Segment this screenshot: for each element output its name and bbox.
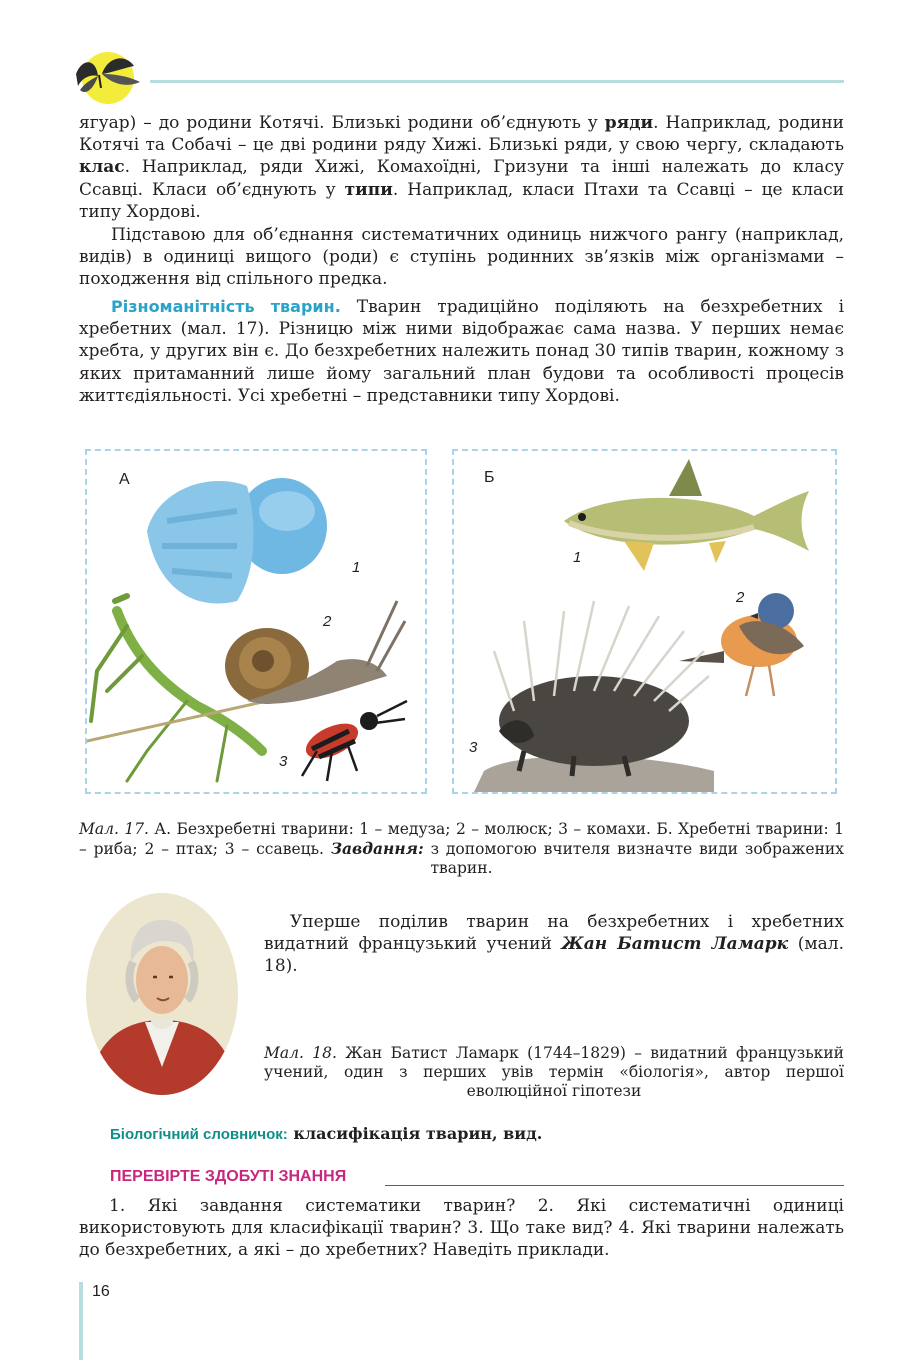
glossary-line: Біологічний словничок: класифікація тварин, вид. bbox=[110, 1124, 543, 1143]
fish-icon bbox=[564, 459, 809, 571]
figure-panel-invertebrates bbox=[85, 449, 427, 794]
page-margin-bar bbox=[79, 1282, 83, 1360]
label-jellyfish: 1 bbox=[352, 559, 361, 576]
bird-icon bbox=[679, 593, 804, 696]
snail-icon bbox=[225, 601, 405, 704]
paragraph-ranks: ягуар) – до родини Котячі. Близькі родини об’єднують у ряди. Наприклад, родини Котячі та Собачі – це дві родини ряду Хижі. Близькі ряди, у свою чергу, складають клас. Наприклад, ряди Хижі, Комахоїдні, Гризуни та інші належать до класу Ссавці. Класи об’єднують у типи. Наприклад, класи Птахи та Ссавці – це класи типу Хордові. bbox=[79, 113, 844, 222]
beetle-icon bbox=[301, 701, 407, 781]
figure-18-caption: Мал. 18. Жан Батист Ламарк (1744–1829) – видатний французький учений, один з перших увів термін «біологія», автор першої еволюційної гіпотези bbox=[264, 1044, 844, 1100]
panel-letter: А bbox=[119, 471, 130, 488]
jellyfish-icon bbox=[147, 478, 327, 603]
paragraph-diversity: Різноманітність тварин. Тварин традиційно поділяють на безхребетних і хребетних (мал. 17). Різницю між ними відображає сама назва. У перших немає хребта, у других він є. До безхребетних належить понад 30 типів тварин, кожному з яких притаманний лише йому загальний план будови та особливості процесів життєдіяльності. Усі хребетні – представники типу Хордові. bbox=[79, 297, 845, 406]
glossary-label: Біологічний словничок bbox=[110, 1126, 283, 1143]
figure-panel-vertebrates bbox=[452, 449, 837, 794]
header-rule bbox=[150, 80, 844, 83]
figure-17-caption: Мал. 17. А. Безхребетні тварини: 1 – медуза; 2 – молюск; 3 – комахи. Б. Хребетні тварини: 1 – риба; 2 – птах; 3 – ссавець. Завдання: з допомогою вчителя визначте види зображених тварин. bbox=[79, 820, 844, 877]
label-fish: 1 bbox=[573, 549, 582, 566]
vertebrates-illustration bbox=[454, 451, 835, 792]
paragraph-basis: Підставою для об’єднання систематичних одиниць нижчого рангу (наприклад, видів) в одиниці вищого (роди) є ступінь родинних зв’язків між організмами – походження від спільного предка. bbox=[79, 225, 844, 290]
label-bird: 2 bbox=[736, 589, 745, 606]
porcupine-icon bbox=[474, 601, 714, 792]
check-questions: 1. Які завдання систематики тварин? 2. Які систематичні одиниці використовують для класифікації тварин? 3. Що таке вид? 4. Які тварини належать до безхребетних, а які – до хребетних? Наведіть приклади. bbox=[79, 1196, 844, 1261]
label-insect: 3 bbox=[279, 753, 288, 770]
label-snail: 2 bbox=[323, 613, 332, 630]
section-heading: Різноманітність тварин. bbox=[111, 297, 341, 316]
panel-letter: Б bbox=[484, 469, 495, 486]
page-number: 16 bbox=[92, 1283, 110, 1300]
check-title-rule bbox=[385, 1185, 844, 1186]
lamarck-paragraph: Уперше поділив тварин на безхребетних і хребетних видатний французький учений Жан Батист Ламарк (мал. 18). bbox=[264, 912, 844, 977]
check-knowledge-title: ПЕРЕВІРТЕ ЗДОБУТІ ЗНАННЯ bbox=[110, 1168, 347, 1185]
lamarck-portrait bbox=[85, 892, 239, 1096]
invertebrates-illustration bbox=[87, 451, 425, 792]
label-mammal: 3 bbox=[469, 739, 478, 756]
butterfly-logo-icon bbox=[68, 44, 150, 106]
